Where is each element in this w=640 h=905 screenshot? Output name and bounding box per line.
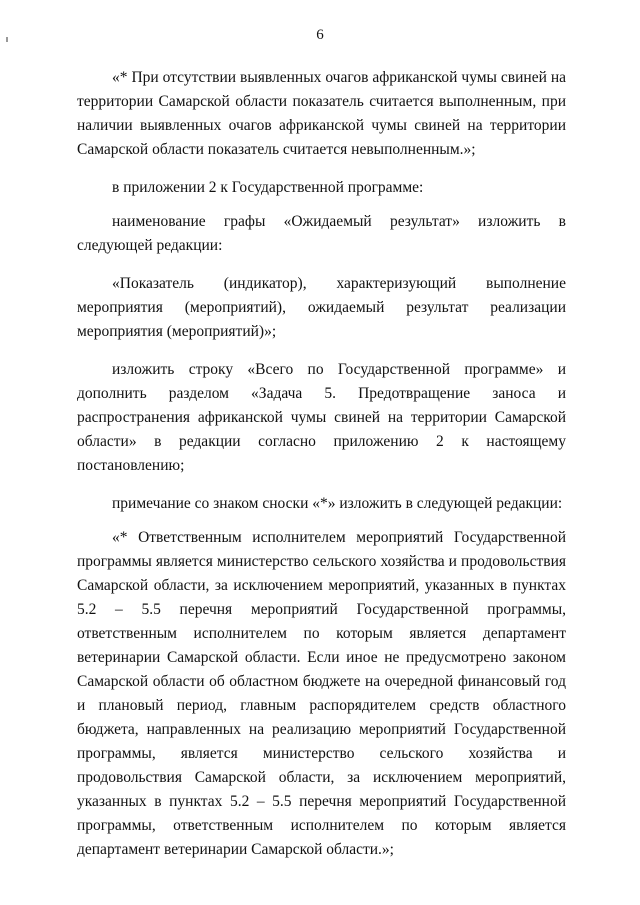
- page-number: 6: [316, 27, 324, 43]
- paragraph-responsible-executor: «* Ответственным исполнителем мероприятий Государственной программы является министерство сельского хозяйства и продовольствия Самарской области, за исключением мероприятий, указанных в пунктах 5.2 – 5.5 перечня мероприятий Государственной программы, ответственным исполнителем по которым является департамент ветеринарии Самарской области. Если иное не предусмотрено законом Самарской области об областном бюджете на очередной финансовый год и плановый период, главным распорядителем средств областного бюджета, направленных на реализацию мероприятий Государственной программы, является министерство сельского хозяйства и продовольствия Самарской области, за исключением мероприятий, указанных в пунктах 5.2 – 5.5 перечня мероприятий Государственной программы, ответственным исполнителем по которым является департамент ветеринарии Самарской области.»;: [77, 529, 566, 858]
- paragraph-footnote-note: примечание со знаком сноски «*» изложить в следующей редакции:: [112, 495, 563, 512]
- paragraph-column-name: наименование графы «Ожидаемый результат» изложить в следующей редакции:: [77, 213, 566, 254]
- paragraph-appendix-2: в приложении 2 к Государственной программе:: [112, 179, 424, 196]
- paragraph-total-row: изложить строку «Всего по Государственной программе» и дополнить разделом «Задача 5. Предотвращение заноса и распространения африканской чумы свиней на территории Самарской области» в редакции согласно приложению 2 к настоящему постановлению;: [77, 361, 566, 474]
- paragraph-indicator: «Показатель (индикатор), характеризующий выполнение мероприятия (мероприятий), ожидаемый результат реализации мероприятия (мероприятий)»;: [77, 275, 566, 340]
- paragraph-footnote-asf: «* При отсутствии выявленных очагов африканской чумы свиней на территории Самарской области показатель считается выполненным, при наличии выявленных очагов африканской чумы свиней на территории Самарской области показатель считается невыполненным.»;: [77, 69, 566, 158]
- document-body: [77, 66, 566, 876]
